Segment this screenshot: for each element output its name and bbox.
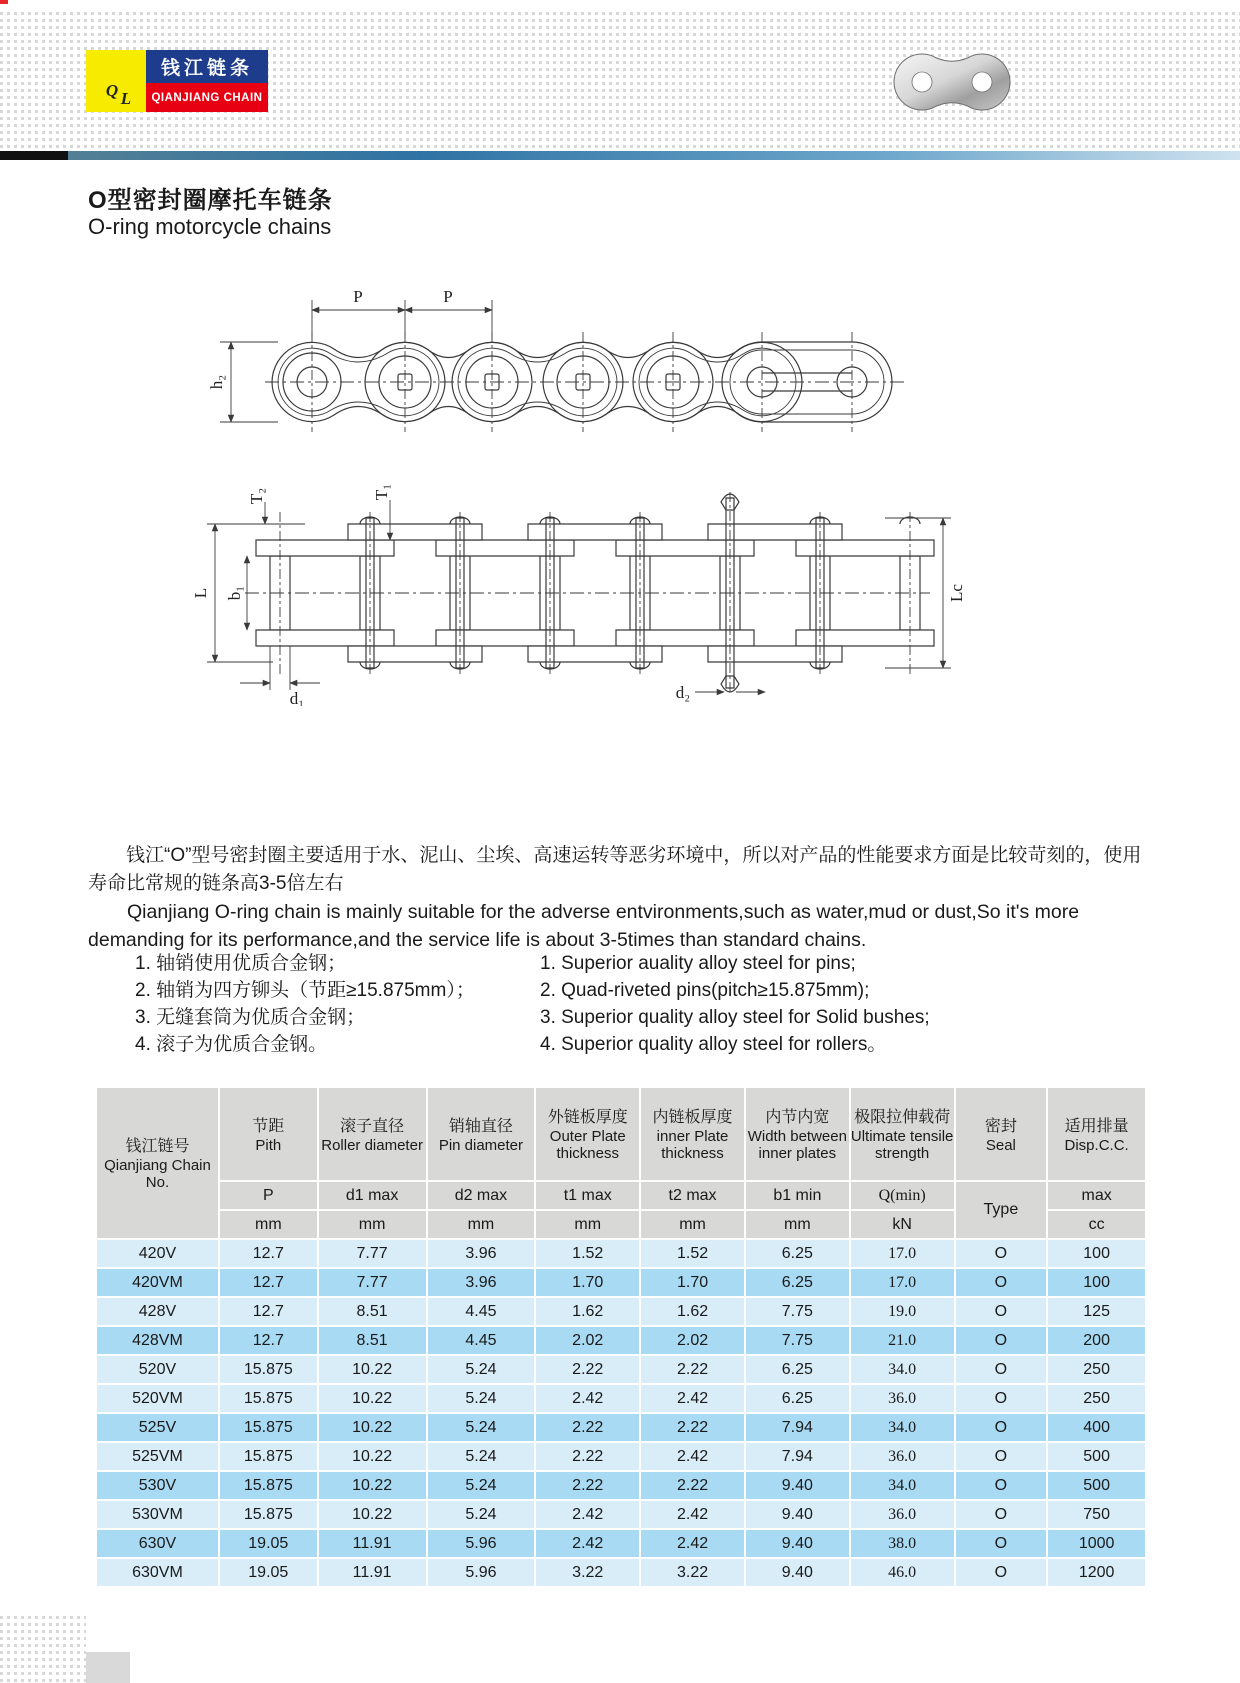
- dim-label-p1: P: [353, 287, 363, 306]
- spec-value-cell: 1.62: [641, 1298, 744, 1325]
- divider-black-segment: [0, 151, 68, 160]
- spec-value-cell: 1.70: [536, 1269, 639, 1296]
- svg-text:L: L: [120, 89, 132, 108]
- col-header-chain-no: 钱江链号 Qianjiang Chain No.: [97, 1088, 218, 1238]
- spec-value-cell: 500: [1048, 1443, 1145, 1470]
- spec-value-cell: 6.25: [746, 1356, 849, 1383]
- spec-value-cell: 8.51: [319, 1327, 426, 1354]
- feature-list-en: [540, 950, 930, 1058]
- spec-value-cell: 125: [1048, 1298, 1145, 1325]
- dim-label-lc: Lc: [947, 584, 965, 602]
- dim-label-l: L: [191, 587, 210, 599]
- sub-header-t1max: t1 max: [536, 1182, 639, 1209]
- spec-value-cell: 46.0: [851, 1559, 954, 1586]
- table-row: [97, 1501, 1145, 1528]
- spec-value-cell: 36.0: [851, 1443, 954, 1470]
- chain-model-cell: 630VM: [97, 1559, 218, 1586]
- col-header-displacement: 适用排量 Disp.C.C.: [1048, 1088, 1145, 1180]
- spec-value-cell: 9.40: [746, 1472, 849, 1499]
- col-header-pitch: 节距 Pith: [220, 1088, 317, 1180]
- feature-item-cn: 2. 轴销为四方铆头（节距≥15.875mm）；: [135, 980, 475, 1001]
- dim-label-p2: P: [443, 287, 453, 306]
- spec-value-cell: 2.22: [536, 1443, 639, 1470]
- unit-header: mm: [428, 1211, 535, 1238]
- col-header-tensile-strength: 极限拉伸载荷 Ultimate tensile strength: [851, 1088, 954, 1180]
- unit-header: mm: [641, 1211, 744, 1238]
- feature-item-en: 3. Superior quality alloy steel for Solid bushes;: [540, 1007, 930, 1028]
- spec-value-cell: 100: [1048, 1240, 1145, 1267]
- spec-value-cell: 17.0: [851, 1269, 954, 1296]
- spec-value-cell: 2.42: [641, 1443, 744, 1470]
- intro-paragraph-cn: 钱江“O”型号密封圈主要适用于水、泥山、尘埃、高速运转等恶劣环境中，所以对产品的性能要求方面是比较苛刻的，使用寿命比常规的链条高3-5倍左右: [88, 845, 1142, 894]
- spec-value-cell: 12.7: [220, 1298, 317, 1325]
- spec-value-cell: 17.0: [851, 1240, 954, 1267]
- spec-value-cell: 9.40: [746, 1559, 849, 1586]
- spec-value-cell: 5.24: [428, 1385, 535, 1412]
- unit-header: mm: [536, 1211, 639, 1238]
- spec-value-cell: 2.42: [536, 1501, 639, 1528]
- feature-lists: [135, 950, 1145, 1058]
- spec-value-cell: 10.22: [319, 1472, 426, 1499]
- spec-value-cell: 1.52: [536, 1240, 639, 1267]
- spec-value-cell: O: [956, 1414, 1047, 1441]
- spec-value-cell: 8.51: [319, 1298, 426, 1325]
- feature-item-cn: 3. 无缝套筒为优质合金钢；: [135, 1007, 366, 1028]
- col-header-inner-plate: 内链板厚度 inner Plate thickness: [641, 1088, 744, 1180]
- spec-value-cell: 7.94: [746, 1414, 849, 1441]
- spec-value-cell: 5.24: [428, 1356, 535, 1383]
- feature-item-en: 4. Superior quality alloy steel for rollers。: [540, 1034, 887, 1055]
- feature-item-cn: 4. 滚子为优质合金钢。: [135, 1034, 328, 1055]
- spec-value-cell: 7.77: [319, 1240, 426, 1267]
- spec-value-cell: 36.0: [851, 1385, 954, 1412]
- spec-value-cell: 7.75: [746, 1298, 849, 1325]
- chain-model-cell: 420VM: [97, 1269, 218, 1296]
- spec-value-cell: O: [956, 1356, 1047, 1383]
- table-row: [97, 1269, 1145, 1296]
- chain-plate-image: [888, 46, 1016, 118]
- dim-label-t2: T₂: [247, 487, 266, 505]
- spec-value-cell: 4.45: [428, 1327, 535, 1354]
- spec-value-cell: 15.875: [220, 1501, 317, 1528]
- spec-value-cell: 7.94: [746, 1443, 849, 1470]
- spec-value-cell: 15.875: [220, 1443, 317, 1470]
- spec-value-cell: 2.42: [536, 1385, 639, 1412]
- chain-model-cell: 420V: [97, 1240, 218, 1267]
- spec-value-cell: 11.91: [319, 1559, 426, 1586]
- sub-header-qmin: Q(min): [851, 1182, 954, 1209]
- dim-label-t1: T₁: [372, 483, 391, 501]
- spec-value-cell: 5.96: [428, 1559, 535, 1586]
- logo-name-en: QIANJIANG CHAIN: [146, 83, 268, 112]
- spec-value-cell: 36.0: [851, 1501, 954, 1528]
- spec-value-cell: 200: [1048, 1327, 1145, 1354]
- intro-paragraph-en: Qianjiang O-ring chain is mainly suitable for the adverse entvironments,such as water,mud or dust,So it's more demanding for its performance,and the service life is about 3-5times than standard chains.: [88, 901, 1080, 951]
- spec-value-cell: O: [956, 1385, 1047, 1412]
- spec-value-cell: 19.05: [220, 1530, 317, 1557]
- spec-value-cell: 4.45: [428, 1298, 535, 1325]
- table-row: [97, 1472, 1145, 1499]
- sub-header-max: max: [1048, 1182, 1145, 1209]
- spec-value-cell: 2.42: [641, 1501, 744, 1528]
- spec-value-cell: 5.24: [428, 1472, 535, 1499]
- spec-value-cell: 10.22: [319, 1414, 426, 1441]
- spec-value-cell: 1.52: [641, 1240, 744, 1267]
- spec-value-cell: 5.24: [428, 1414, 535, 1441]
- spec-value-cell: 5.24: [428, 1443, 535, 1470]
- spec-value-cell: O: [956, 1327, 1047, 1354]
- spec-value-cell: 3.96: [428, 1269, 535, 1296]
- spec-value-cell: 2.22: [536, 1414, 639, 1441]
- spec-value-cell: 1.70: [641, 1269, 744, 1296]
- table-row: [97, 1443, 1145, 1470]
- spec-value-cell: O: [956, 1472, 1047, 1499]
- spec-value-cell: 12.7: [220, 1240, 317, 1267]
- table-row: [97, 1414, 1145, 1441]
- spec-value-cell: 19.05: [220, 1559, 317, 1586]
- feature-list-cn: [135, 950, 540, 1058]
- spec-value-cell: 10.22: [319, 1501, 426, 1528]
- spec-value-cell: 9.40: [746, 1530, 849, 1557]
- spec-value-cell: 12.7: [220, 1327, 317, 1354]
- col-header-seal: 密封 Seal: [956, 1088, 1047, 1180]
- spec-value-cell: O: [956, 1298, 1047, 1325]
- spec-value-cell: O: [956, 1559, 1047, 1586]
- chain-model-cell: 525VM: [97, 1443, 218, 1470]
- spec-value-cell: 2.42: [641, 1385, 744, 1412]
- spec-value-cell: 34.0: [851, 1356, 954, 1383]
- company-logo: [86, 50, 268, 112]
- table-row: [97, 1240, 1145, 1267]
- spec-value-cell: 15.875: [220, 1356, 317, 1383]
- sub-header-p: P: [220, 1182, 317, 1209]
- spec-value-cell: 34.0: [851, 1414, 954, 1441]
- svg-text:Q: Q: [105, 81, 119, 100]
- spec-value-cell: 10.22: [319, 1356, 426, 1383]
- spec-value-cell: 15.875: [220, 1385, 317, 1412]
- spec-value-cell: 400: [1048, 1414, 1145, 1441]
- chain-model-cell: 525V: [97, 1414, 218, 1441]
- spec-value-cell: 100: [1048, 1269, 1145, 1296]
- col-header-pin-diameter: 销轴直径 Pin diameter: [428, 1088, 535, 1180]
- spec-value-cell: 3.96: [428, 1240, 535, 1267]
- spec-value-cell: 10.22: [319, 1443, 426, 1470]
- spec-value-cell: 250: [1048, 1356, 1145, 1383]
- spec-value-cell: 2.02: [641, 1327, 744, 1354]
- divider-blue-segment: [68, 151, 1240, 160]
- spec-value-cell: O: [956, 1530, 1047, 1557]
- spec-value-cell: 2.22: [536, 1472, 639, 1499]
- page-title-en: O-ring motorcycle chains: [88, 214, 332, 239]
- chain-model-cell: 428V: [97, 1298, 218, 1325]
- feature-item-cn: 1. 轴销使用优质合金钢；: [135, 953, 347, 974]
- spec-value-cell: 9.40: [746, 1501, 849, 1528]
- table-row: [97, 1385, 1145, 1412]
- unit-header: mm: [220, 1211, 317, 1238]
- spec-value-cell: 5.96: [428, 1530, 535, 1557]
- page-title-cn: O型密封圈摩托车链条: [88, 187, 333, 214]
- spec-value-cell: 2.22: [536, 1356, 639, 1383]
- sub-header-d1max: d1 max: [319, 1182, 426, 1209]
- spec-table-body: [97, 1240, 1145, 1586]
- spec-value-cell: 7.75: [746, 1327, 849, 1354]
- col-header-inner-width: 内节内宽 Width between inner plates: [746, 1088, 849, 1180]
- spec-value-cell: O: [956, 1240, 1047, 1267]
- sub-header-b1min: b1 min: [746, 1182, 849, 1209]
- dim-label-h2: h₂: [207, 374, 226, 390]
- footer-square: [86, 1652, 130, 1683]
- chain-model-cell: 520V: [97, 1356, 218, 1383]
- dim-label-b1: b₁: [225, 585, 244, 601]
- spec-value-cell: 6.25: [746, 1385, 849, 1412]
- logo-name-cn: 钱江链条: [146, 50, 268, 83]
- sub-header-t2max: t2 max: [641, 1182, 744, 1209]
- table-row: [97, 1530, 1145, 1557]
- spec-value-cell: 11.91: [319, 1530, 426, 1557]
- spec-value-cell: 2.42: [536, 1530, 639, 1557]
- chain-side-view-drawing: [195, 282, 955, 470]
- spec-value-cell: 7.77: [319, 1269, 426, 1296]
- dim-label-d2: d₂: [675, 683, 691, 702]
- spec-value-cell: 12.7: [220, 1269, 317, 1296]
- spec-value-cell: 750: [1048, 1501, 1145, 1528]
- spec-value-cell: 19.0: [851, 1298, 954, 1325]
- page-corner-mark: [0, 0, 8, 4]
- table-row: [97, 1298, 1145, 1325]
- spec-value-cell: 5.24: [428, 1501, 535, 1528]
- unit-header: cc: [1048, 1211, 1145, 1238]
- spec-value-cell: 21.0: [851, 1327, 954, 1354]
- spec-value-cell: 34.0: [851, 1472, 954, 1499]
- spec-value-cell: 6.25: [746, 1240, 849, 1267]
- col-header-roller-diameter: 滚子直径 Roller diameter: [319, 1088, 426, 1180]
- spec-value-cell: 38.0: [851, 1530, 954, 1557]
- spec-value-cell: 15.875: [220, 1472, 317, 1499]
- spec-value-cell: 10.22: [319, 1385, 426, 1412]
- chain-model-cell: 530VM: [97, 1501, 218, 1528]
- spec-value-cell: 3.22: [536, 1559, 639, 1586]
- spec-value-cell: O: [956, 1501, 1047, 1528]
- chain-model-cell: 530V: [97, 1472, 218, 1499]
- dim-label-d1: d₁: [289, 689, 305, 706]
- logo-monogram-icon: [86, 50, 146, 112]
- unit-header: mm: [746, 1211, 849, 1238]
- spec-table: [95, 1086, 1147, 1588]
- chain-model-cell: 630V: [97, 1530, 218, 1557]
- spec-value-cell: 2.42: [641, 1530, 744, 1557]
- spec-value-cell: O: [956, 1269, 1047, 1296]
- spec-value-cell: 1000: [1048, 1530, 1145, 1557]
- col-header-outer-plate: 外链板厚度 Outer Plate thickness: [536, 1088, 639, 1180]
- spec-value-cell: 500: [1048, 1472, 1145, 1499]
- footer-pattern: [0, 1616, 86, 1683]
- feature-item-en: 2. Quad-riveted pins(pitch≥15.875mm);: [540, 980, 870, 1001]
- feature-item-en: 1. Superior auality alloy steel for pins;: [540, 953, 856, 974]
- spec-value-cell: 1200: [1048, 1559, 1145, 1586]
- spec-value-cell: 15.875: [220, 1414, 317, 1441]
- sub-header-d2max: d2 max: [428, 1182, 535, 1209]
- sub-header-type: Type: [956, 1182, 1047, 1238]
- chain-model-cell: 520VM: [97, 1385, 218, 1412]
- chain-plan-view-drawing: [185, 478, 965, 706]
- spec-value-cell: 1.62: [536, 1298, 639, 1325]
- spec-value-cell: 2.02: [536, 1327, 639, 1354]
- header-divider: [0, 151, 1240, 160]
- spec-value-cell: 3.22: [641, 1559, 744, 1586]
- table-row: [97, 1559, 1145, 1586]
- unit-header: kN: [851, 1211, 954, 1238]
- spec-value-cell: 250: [1048, 1385, 1145, 1412]
- table-row: [97, 1327, 1145, 1354]
- spec-value-cell: 6.25: [746, 1269, 849, 1296]
- spec-value-cell: O: [956, 1443, 1047, 1470]
- chain-model-cell: 428VM: [97, 1327, 218, 1354]
- table-row: [97, 1356, 1145, 1383]
- spec-value-cell: 2.22: [641, 1472, 744, 1499]
- spec-value-cell: 2.22: [641, 1356, 744, 1383]
- unit-header: mm: [319, 1211, 426, 1238]
- spec-value-cell: 2.22: [641, 1414, 744, 1441]
